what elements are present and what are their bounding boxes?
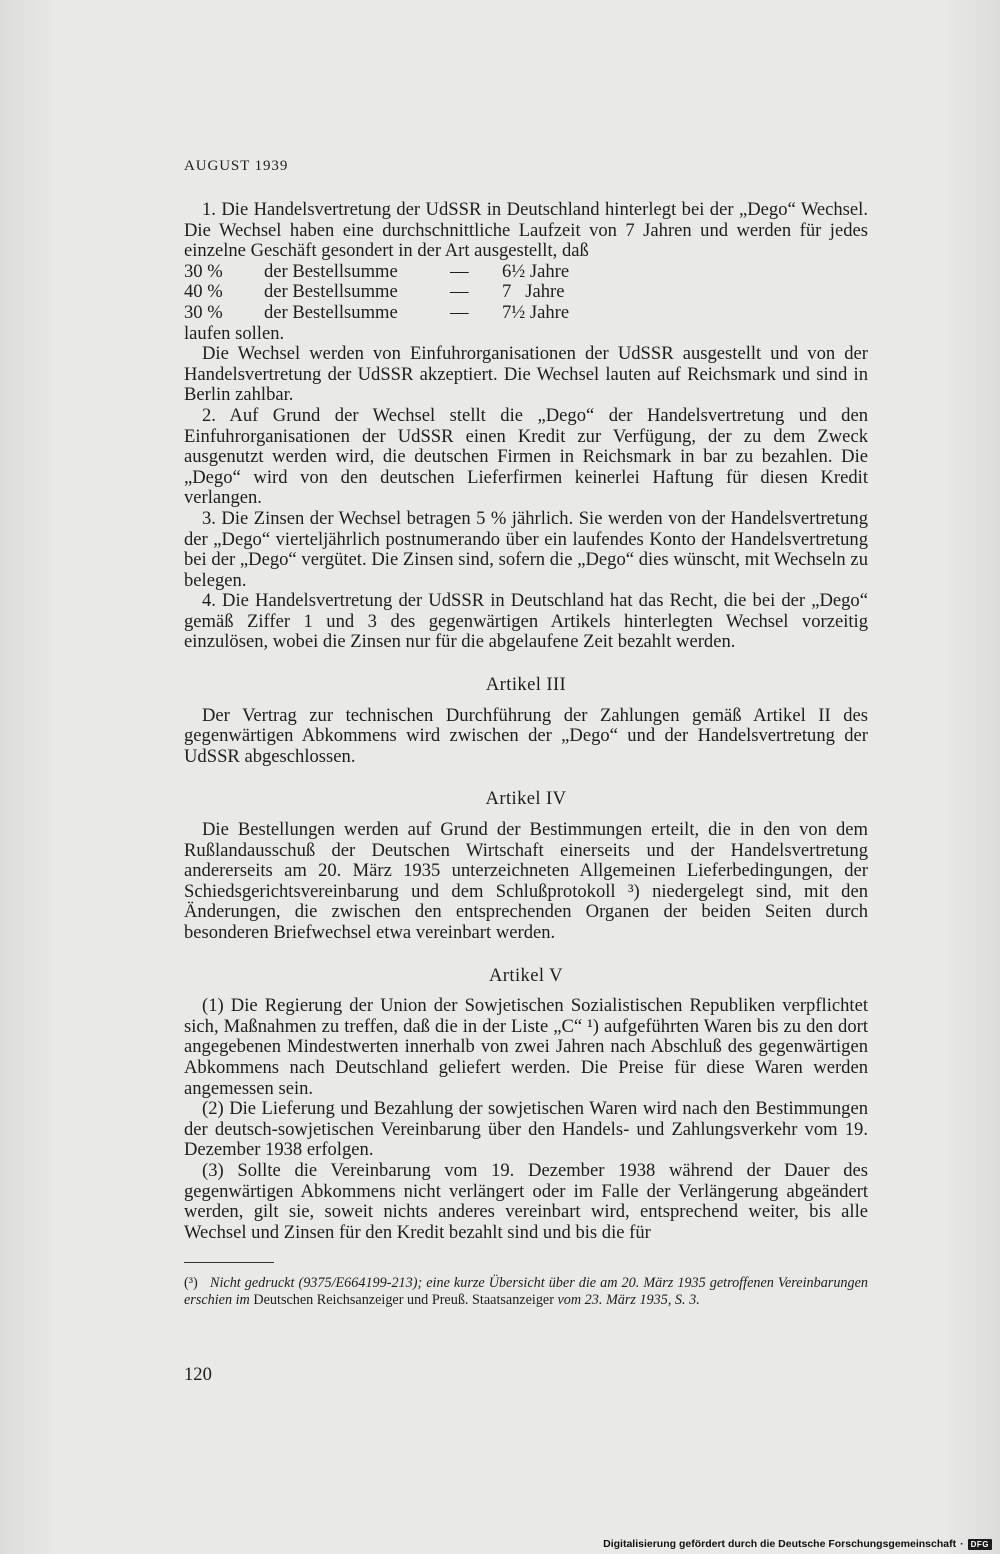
paragraph-3: 3. Die Zinsen der Wechsel betragen 5 % jährlich. Sie werden von der Handelsvertretung der „Dego“ vierteljährlich postnumerando über ein laufendes Konto der Handelsvertretung bei der „Dego“ vergütet. Die Zinsen sind, sofern die „Dego“ dies wünscht, mit Wechseln zu belegen. — [184, 507, 868, 591]
footnote-text-italic-end: vom 23. März 1935, S. 3. — [557, 1292, 700, 1308]
rate-years: 6½ Jahre — [502, 260, 570, 282]
footnote-text-italic: Nicht gedruckt (9375/E664199-213); eine kurze Übersicht über die am 20. März 1935 getroffenen Vereinbarungen erschien im — [184, 1275, 868, 1308]
article-5-paragraph-2: (2) Die Lieferung und Bezahlung der sowjetischen Waren wird nach den Bestimmungen der deutsch-sowjetischen Vereinbarung über den Handels- und Zahlungsverkehr vom 19. Dezember 1938 erfolgen. — [184, 1098, 868, 1161]
article-5-paragraph-1: (1) Die Regierung der Union der Sowjetischen Sozialistischen Republiken verpflichtet sich, Maßnahmen zu treffen, daß die in der Liste „C“ ¹) aufgeführten Waren bis zu den dort angegebenen Mindestwerten innerhalb von zwei Jahren nach Abschluß des gegenwärtigen Abkommens nach Deutschland geliefert werden. Die Preise für diese Waren werden angemessen sein. — [184, 995, 868, 1099]
article-3-text: Der Vertrag zur technischen Durchführung der Zahlungen gemäß Artikel II des gegenwärtigen Abkommens wird zwischen der „Dego“ und der Handelsvertretung der UdSSR abgeschlossen. — [184, 704, 868, 767]
page-number: 120 — [184, 1364, 212, 1385]
rate-dash: — — [450, 281, 469, 303]
rate-label: der Bestellsumme — [264, 281, 398, 303]
article-5-paragraph-3: (3) Sollte die Vereinbarung vom 19. Dezember 1938 während der Dauer des gegenwärtigen Abkommens nicht verlängert oder im Falle der Verlängerung abgeändert werden, gilt sie, soweit nichts anderes vereinbart wird, entsprechend weiter, bis alle Wechsel und Zinsen für den Kredit bezahlt sind und bis die für — [184, 1159, 868, 1243]
rate-dash: — — [450, 301, 469, 323]
article-4-heading: Artikel IV — [485, 788, 567, 810]
paragraph-4: 4. Die Handelsvertretung der UdSSR in Deutschland hat das Recht, die bei der „Dego“ gemäß Ziffer 1 und 3 des gegenwärtigen Artikels hinterlegten Wechsel vorzeitig einzulösen, wobei die Zinsen nur für die abgelaufene Zeit bezahlt werden. — [184, 590, 868, 653]
dfg-logo-icon: DFG — [968, 1539, 992, 1550]
rate-row — [184, 303, 868, 324]
page-body — [184, 200, 868, 1243]
paragraph-laufen: laufen sollen. — [184, 322, 285, 344]
rate-percent: 40 % — [184, 281, 223, 303]
rate-percent: 30 % — [184, 301, 223, 323]
paragraph-2: 2. Auf Grund der Wechsel stellt die „Dego“ der Handelsvertretung und den Einfuhrorganisationen der UdSSR einen Kredit zur Verfügung, der zu dem Zweck ausgenutzt werden wird, die deutschen Firmen in Reichsmark in bar zu bezahlen. Die „Dego“ wird von den deutschen Lieferfirmen keinerlei Haftung für diesen Kredit verlangen. — [184, 404, 868, 509]
rate-years: 7 Jahre — [502, 281, 565, 303]
rate-years: 7½ Jahre — [502, 301, 570, 323]
credit-text: Digitalisierung gefördert durch die Deutsche Forschungsgemeinschaft — [603, 1538, 957, 1550]
footnote-rule — [184, 1262, 274, 1263]
rate-dash: — — [450, 260, 469, 282]
rate-row — [184, 262, 868, 283]
article-4-text: Die Bestellungen werden auf Grund der Bestimmungen erteilt, die in den von dem Rußlandausschuß der Deutschen Wirtschaft einerseits und der Handelsvertretung andererseits am 20. März 1935 unterzeichneten Allgemeinen Lieferbedingungen, der Schiedsgerichtsvereinbarung und dem Schlußprotokoll ³) niedergelegt sind, mit den Änderungen, die zwischen den entsprechenden Organen der beiden Seiten durch besonderen Briefwechsel etwa vereinbart werden. — [184, 819, 868, 943]
rates-table — [184, 262, 868, 324]
rate-label: der Bestellsumme — [264, 260, 398, 282]
rate-row — [184, 282, 868, 303]
article-5-heading: Artikel V — [488, 964, 563, 986]
footnote-text-roman: Deutschen Reichsanzeiger und Preuß. Staatsanzeiger — [253, 1292, 554, 1308]
running-header: AUGUST 1939 — [184, 158, 289, 174]
article-3-heading: Artikel III — [485, 674, 567, 696]
paragraph-1b: Die Wechsel werden von Einfuhrorganisationen der UdSSR ausgestellt und von der Handelsvertretung der UdSSR akzeptiert. Die Wechsel lauten auf Reichsmark und sind in Berlin zahlbar. — [184, 343, 868, 406]
digitization-credit: Digitalisierung gefördert durch die Deutsche Forschungsgemeinschaft · DFG — [603, 1538, 992, 1550]
paragraph-1: 1. Die Handelsvertretung der UdSSR in Deutschland hinterlegt bei der „Dego“ Wechsel. Die Wechsel haben eine durchschnittliche Laufzeit von 7 Jahren und werden für jedes einzelne Geschäft gesondert in der Art ausgestellt, daß — [184, 199, 868, 262]
footnote-mark: (³) — [184, 1275, 198, 1291]
rate-percent: 30 % — [184, 260, 223, 282]
rate-label: der Bestellsumme — [264, 301, 398, 323]
footnote — [184, 1275, 868, 1309]
